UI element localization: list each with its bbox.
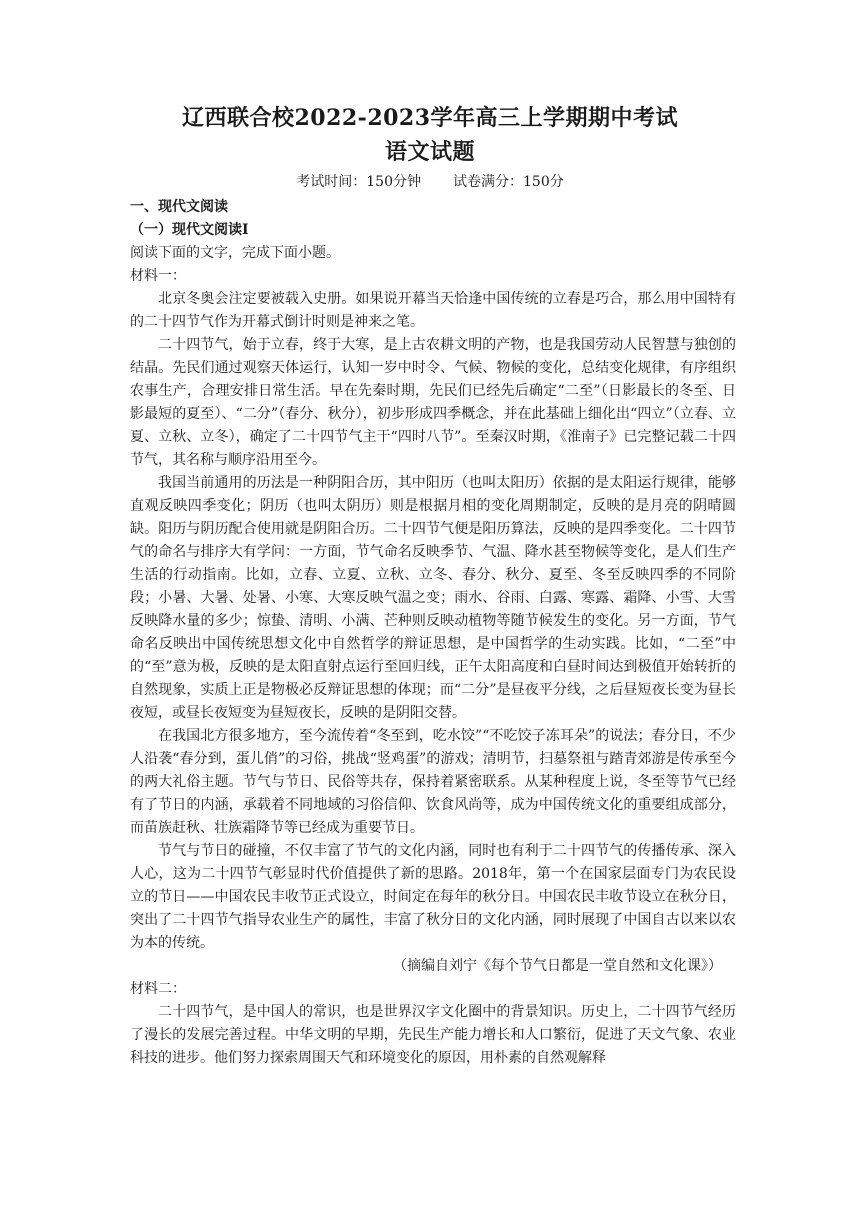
paragraph: 北京冬奥会注定要被载入史册。如果说开幕当天恰逢中国传统的立春是巧合，那么用中国特有的二十四节气作为开幕式倒计时则是神来之笔。 bbox=[130, 291, 736, 330]
material-label: 材料二： bbox=[130, 981, 186, 997]
paragraph: 二十四节气，始于立春，终于大寒，是上古农耕文明的产物，也是我国劳动人民智慧与独创的结晶。先民们通过观察天体运行，认知一岁中时令、气候、物候的变化，总结变化规律，有序组织农事生产，合理安排日常生活。早在先秦时期，先民们已经先后确定“二至”（日影最长的冬至、日影最短的夏至）、“二分”（春分、秋分），初步形成四季概念，并在此基础上细化出“四立”（立春、立夏、立秋、立冬），确定了二十四节气主干“四时八节”。至秦汉时期，《淮南子》已完整记载二十四节气，其名称与顺序沿用至今。 bbox=[130, 337, 736, 468]
instruction: 阅读下面的文字，完成下面小题。 bbox=[130, 245, 340, 261]
source-citation: （摘编自刘宁《每个节气日都是一堂自然和文化课》） bbox=[393, 958, 722, 974]
section-heading: 一、现代文阅读 bbox=[130, 199, 228, 215]
paragraph: 我国当前通用的历法是一种阴阳合历，其中阳历（也叫太阳历）依据的是太阳运行规律，能够直观反映四季变化；阴历（也叫太阴历）则是根据月相的变化周期制定，反映的是月亮的阴晴圆缺。阳历与阴历配合使用就是阴阳合历。二十四节气便是阳历算法，反映的是四季变化。二十四节气的命名与排序大有学问：一方面，节气命名反映季节、气温、降水甚至物候等变化，是人们生产生活的行动指南。比如，立春、立夏、立秋、立冬、春分、秋分、夏至、冬至反映四季的不同阶段；小暑、大暑、处暑、小寒、大寒反映气温之变；雨水、谷雨、白露、寒露、霜降、小雪、大雪反映降水量的多少；惊蛰、清明、小满、芒种则反映动植物等随节候发生的变化。另一方面，节气命名反映出中国传统思想文化中自然哲学的辩证思想，是中国哲学的生动实践。比如，“二至”中的“至”意为极，反映的是太阳直射点运行至回归线，正午太阳高度和白昼时间达到极值开始转折的自然现象，实质上正是物极必反辩证思想的体现；而“二分”是昼夜平分线，之后昼短夜长变为昼长夜短，或昼长夜短变为昼短夜长，反映的是阴阳交替。 bbox=[130, 475, 736, 721]
exam-subtitle: 语文试题 bbox=[384, 139, 475, 165]
subsection-heading: （一）现代文阅读Ⅰ bbox=[130, 222, 249, 238]
exam-title: 辽西联合校2022-2023学年高三上学期期中考试 bbox=[181, 105, 679, 131]
full-score: 试卷满分：150分 bbox=[453, 174, 564, 190]
paragraph: 节气与节日的碰撞，不仅丰富了节气的文化内涵，同时也有利于二十四节气的传播传承、深入人心，这为二十四节气彰显时代价值提供了新的思路。2018年，第一个在国家层面专门为农民设立的节日——中国农民丰收节正式设立，时间定在每年的秋分日。中国农民丰收节设立在秋分日，突出了二十四节气指导农业生产的属性，丰富了秋分日的文化内涵，同时展现了中国自古以来以农为本的传统。 bbox=[130, 843, 736, 951]
paragraph: 在我国北方很多地方，至今流传着“冬至到，吃水饺”“不吃饺子冻耳朵”的说法；春分日，不少人沿袭“春分到，蛋儿俏”的习俗，挑战“竖鸡蛋”的游戏；清明节，扫墓祭祖与踏青郊游是传承至今的两大礼俗主题。节气与节日、民俗等共存，保持着紧密联系。从某种程度上说，冬至等节气已经有了节日的内涵，承载着不同地域的习俗信仰、饮食风尚等，成为中国传统文化的重要组成部分，而苗族赶秋、壮族霜降节等已经成为重要节日。 bbox=[130, 728, 736, 836]
exam-meta bbox=[0, 172, 860, 192]
exam-time: 考试时间：150分钟 bbox=[296, 174, 421, 190]
material-label: 材料一： bbox=[130, 268, 186, 284]
document-body bbox=[130, 196, 736, 1070]
paragraph: 二十四节气，是中国人的常识，也是世界汉字文化圈中的背景知识。历史上，二十四节气经历了漫长的发展完善过程。中华文明的早期，先民生产能力增长和人口繁衍，促进了天文气象、农业科技的进步。他们努力探索周围天气和环境变化的原因，用朴素的自然观解释 bbox=[130, 1004, 736, 1066]
